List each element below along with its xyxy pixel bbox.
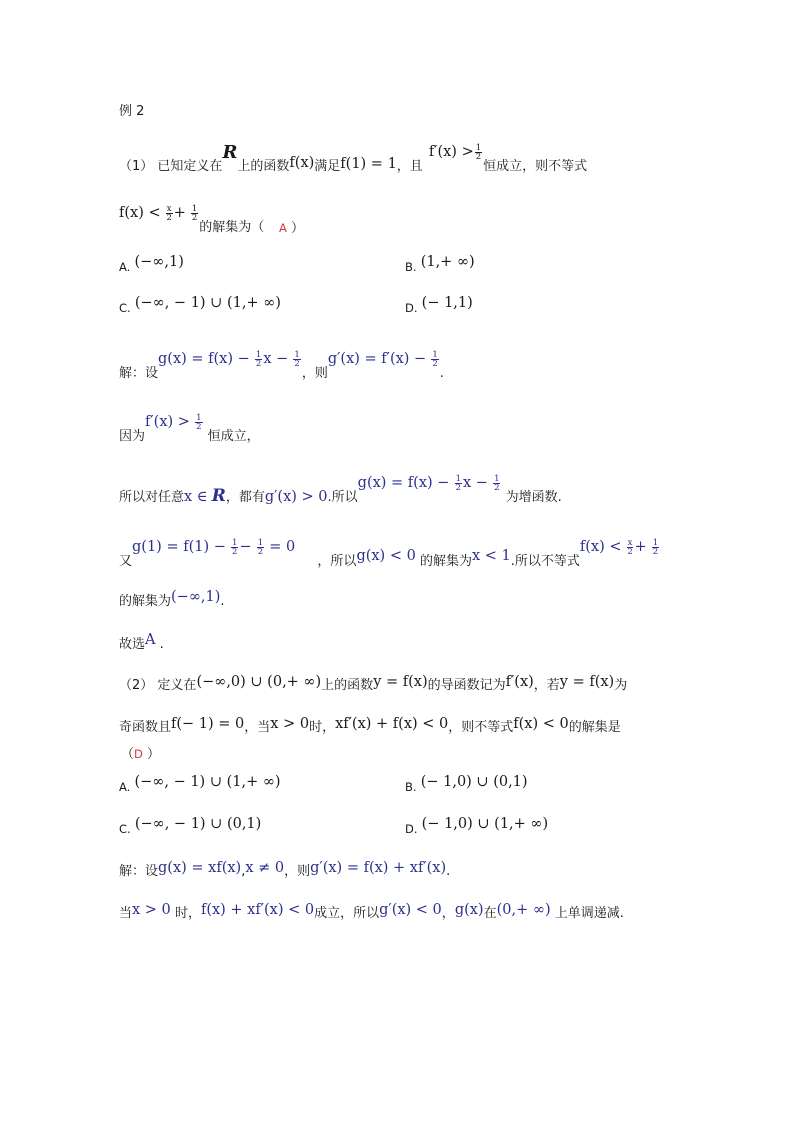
solution-math: g′(x) < 0: [379, 902, 442, 918]
q1-stem-line2: [119, 202, 265, 235]
fraction-one-half: $\frac{1}{2}$: [455, 474, 461, 493]
fraction-one-half: $\frac{1}{2}$: [255, 350, 262, 369]
q2-text: 定义在: [157, 678, 197, 693]
option-label: A.: [119, 780, 131, 794]
q2-text: 为: [614, 678, 628, 693]
solution-math: x −: [263, 351, 289, 367]
solution-text: ，: [441, 906, 455, 921]
q2-stem-line1: [119, 674, 627, 693]
fraction-one-half: $\frac{1}{2}$: [432, 350, 438, 369]
solution-text: ，则: [301, 366, 328, 381]
q1-text: ，且: [396, 159, 423, 174]
q2-stem-line2: [119, 716, 621, 735]
solution-math: x ∈: [184, 489, 208, 505]
option-value: (− 1,1): [421, 295, 473, 311]
q1-text: 的解集为（: [199, 220, 265, 235]
solution-text: ，都有: [225, 490, 265, 505]
q2-math: y = f(x): [373, 674, 428, 690]
solution-text: .: [220, 594, 225, 609]
solution-math: x < 1: [471, 548, 511, 564]
fraction-one-half: $\frac{1}{2}$: [652, 538, 659, 557]
solution-text: 又: [119, 554, 133, 569]
q1-text: ）: [291, 221, 305, 236]
solution-text: 所以对任意: [119, 490, 185, 505]
solution-math: g(x): [454, 902, 484, 918]
solution-math: x −: [462, 475, 488, 491]
q2-math: xf′(x) + f(x) < 0: [335, 716, 449, 732]
q2-text: （: [121, 747, 135, 762]
q2-text: ）: [147, 747, 161, 762]
solution-text: .所以不等式: [510, 554, 580, 569]
solution-choice: A: [145, 632, 156, 648]
q2-math: x > 0: [270, 716, 310, 732]
option-label: B.: [405, 260, 417, 274]
q2-math: f(− 1) = 0: [171, 716, 245, 732]
option-value: (− 1,0) ∪ (0,1): [420, 774, 528, 790]
solution-math: g′(x) > 0: [264, 489, 328, 505]
fraction-one-half: $\frac{1}{2}$: [494, 474, 500, 493]
solution-text: ，所以: [317, 554, 357, 569]
solution-math: g′(x) = f(x) + xf′(x): [310, 860, 447, 876]
q1-option-b: [405, 254, 475, 274]
q1-stem-line1: [119, 142, 588, 175]
fraction-one-half: $\frac{1}{2}$: [475, 143, 482, 162]
example-title: 例 2: [119, 104, 145, 119]
q2-math: y = f(x): [559, 674, 615, 690]
solution-text: .所以: [327, 490, 358, 505]
fraction-one-half: $\frac{1}{2}$: [232, 538, 238, 557]
option-value: (−∞, − 1) ∪ (1,+ ∞): [134, 295, 281, 311]
q2-text: 的导函数记为: [427, 678, 506, 693]
q1-text: 满足: [314, 159, 341, 174]
solution-text: 的解集为: [119, 594, 172, 609]
solution-text: 为增函数.: [505, 490, 562, 505]
q1-solution-line1: [119, 350, 444, 382]
q1-option-a: [119, 254, 184, 274]
solution-text: .: [159, 637, 164, 652]
q2-text: ，则不等式: [448, 720, 514, 735]
q2-option-c: [119, 816, 262, 836]
solution-math: (0,+ ∞): [496, 902, 551, 918]
q1-math: f(1) = 1: [340, 156, 397, 172]
solution-text: 上单调递减.: [554, 906, 624, 921]
fraction-x-half: $\frac{x}{2}$: [627, 538, 633, 557]
q1-text: 恒成立，则不等式: [483, 159, 588, 174]
q2-text: 奇函数且: [119, 720, 172, 735]
q1-option-c: [119, 295, 281, 315]
solution-math: g′(x) = f′(x) −: [327, 351, 427, 367]
solution-text: 因为: [119, 429, 146, 444]
solution-text: 恒成立，: [207, 429, 260, 444]
q2-math: f(x) < 0: [513, 716, 569, 732]
q1-answer-marker: [279, 217, 304, 236]
q1-conclusion: [119, 633, 164, 652]
solution-math: x > 0: [132, 902, 171, 918]
solution-math: f′(x) >: [145, 414, 190, 430]
q1-solution-line3: [119, 474, 562, 506]
q2-number: （2）: [119, 678, 154, 693]
solution-math: g(1) = f(1) −: [132, 539, 226, 555]
q1-math: f(x): [289, 155, 315, 171]
option-value: (− 1,0) ∪ (1,+ ∞): [421, 816, 549, 832]
q1-number: （1）: [119, 159, 154, 174]
q2-text: 时，: [309, 720, 336, 735]
option-value: (−∞,1): [134, 254, 184, 270]
q2-solution-line2: [119, 902, 624, 921]
solution-math: g(x) = xf(x): [158, 860, 242, 876]
q2-option-a: [119, 774, 281, 794]
option-value: (1,+ ∞): [420, 254, 475, 270]
q2-math: (−∞,0) ∪ (0,+ ∞): [196, 674, 322, 690]
option-value: (−∞, − 1) ∪ (1,+ ∞): [134, 774, 281, 790]
q2-answer-marker: [121, 743, 160, 762]
q2-text: 上的函数: [321, 678, 374, 693]
option-value: (−∞, − 1) ∪ (0,1): [134, 816, 262, 832]
option-label: C.: [119, 301, 131, 315]
solution-text: 当: [119, 906, 133, 921]
q2-option-b: [405, 774, 528, 794]
solution-math: g(x) = f(x) −: [158, 351, 250, 367]
solution-text: 在: [483, 906, 497, 921]
solution-math: f(x) + xf′(x) < 0: [200, 902, 315, 918]
q1-text: 上的函数: [237, 159, 290, 174]
q1-option-d: [405, 295, 473, 315]
q1-math: f(x) <: [119, 205, 161, 221]
solution-math: g(x) < 0: [356, 548, 416, 564]
q2-option-d: [405, 816, 549, 836]
solution-text: 故选: [119, 637, 146, 652]
solution-text: 解：设: [119, 864, 159, 879]
fraction-x-half: $\frac{x}{2}$: [166, 204, 172, 223]
q1-answer: A: [279, 221, 287, 235]
fraction-one-half: $\frac{1}{2}$: [294, 350, 300, 369]
real-set-symbol: R: [222, 142, 238, 163]
solution-text: .: [439, 366, 444, 381]
q2-text: ，当: [244, 720, 271, 735]
solution-text: 的解集为: [419, 554, 472, 569]
option-label: D.: [405, 301, 418, 315]
solution-math: g(x) = f(x) −: [357, 475, 450, 491]
solution-math: f(x) <: [579, 539, 622, 555]
q2-text: 的解集是: [568, 720, 621, 735]
option-label: B.: [405, 780, 417, 794]
solution-text: 解：设: [119, 366, 159, 381]
option-label: A.: [119, 260, 131, 274]
fraction-one-half: $\frac{1}{2}$: [191, 204, 198, 223]
option-label: C.: [119, 822, 131, 836]
q1-text: 已知定义在: [157, 159, 223, 174]
q2-solution-line1: [119, 860, 450, 879]
fraction-one-half: $\frac{1}{2}$: [257, 538, 264, 557]
solution-text: ，则: [284, 864, 311, 879]
option-label: D.: [405, 822, 418, 836]
q2-math: f′(x): [505, 674, 534, 690]
solution-math: +: [634, 539, 647, 555]
solution-math: x ≠ 0: [245, 860, 285, 876]
solution-text: 成立，所以: [314, 906, 380, 921]
q1-math: +: [173, 205, 186, 221]
q2-answer: D: [134, 747, 143, 761]
solution-math: = 0: [269, 539, 296, 555]
q1-solution-line4: [119, 538, 660, 570]
solution-math: −: [239, 539, 252, 555]
q2-text: ，若: [533, 678, 560, 693]
solution-text: .: [446, 864, 451, 879]
q1-solution-line2: [119, 413, 260, 445]
solution-math: (−∞,1): [171, 589, 221, 605]
solution-text: 时，: [174, 906, 201, 921]
solution-text: ,: [241, 864, 246, 879]
fraction-one-half: $\frac{1}{2}$: [196, 413, 202, 432]
real-set-symbol: R: [211, 486, 226, 506]
q1-solution-line5: [119, 590, 225, 609]
q1-math: f′(x) >: [428, 144, 474, 160]
